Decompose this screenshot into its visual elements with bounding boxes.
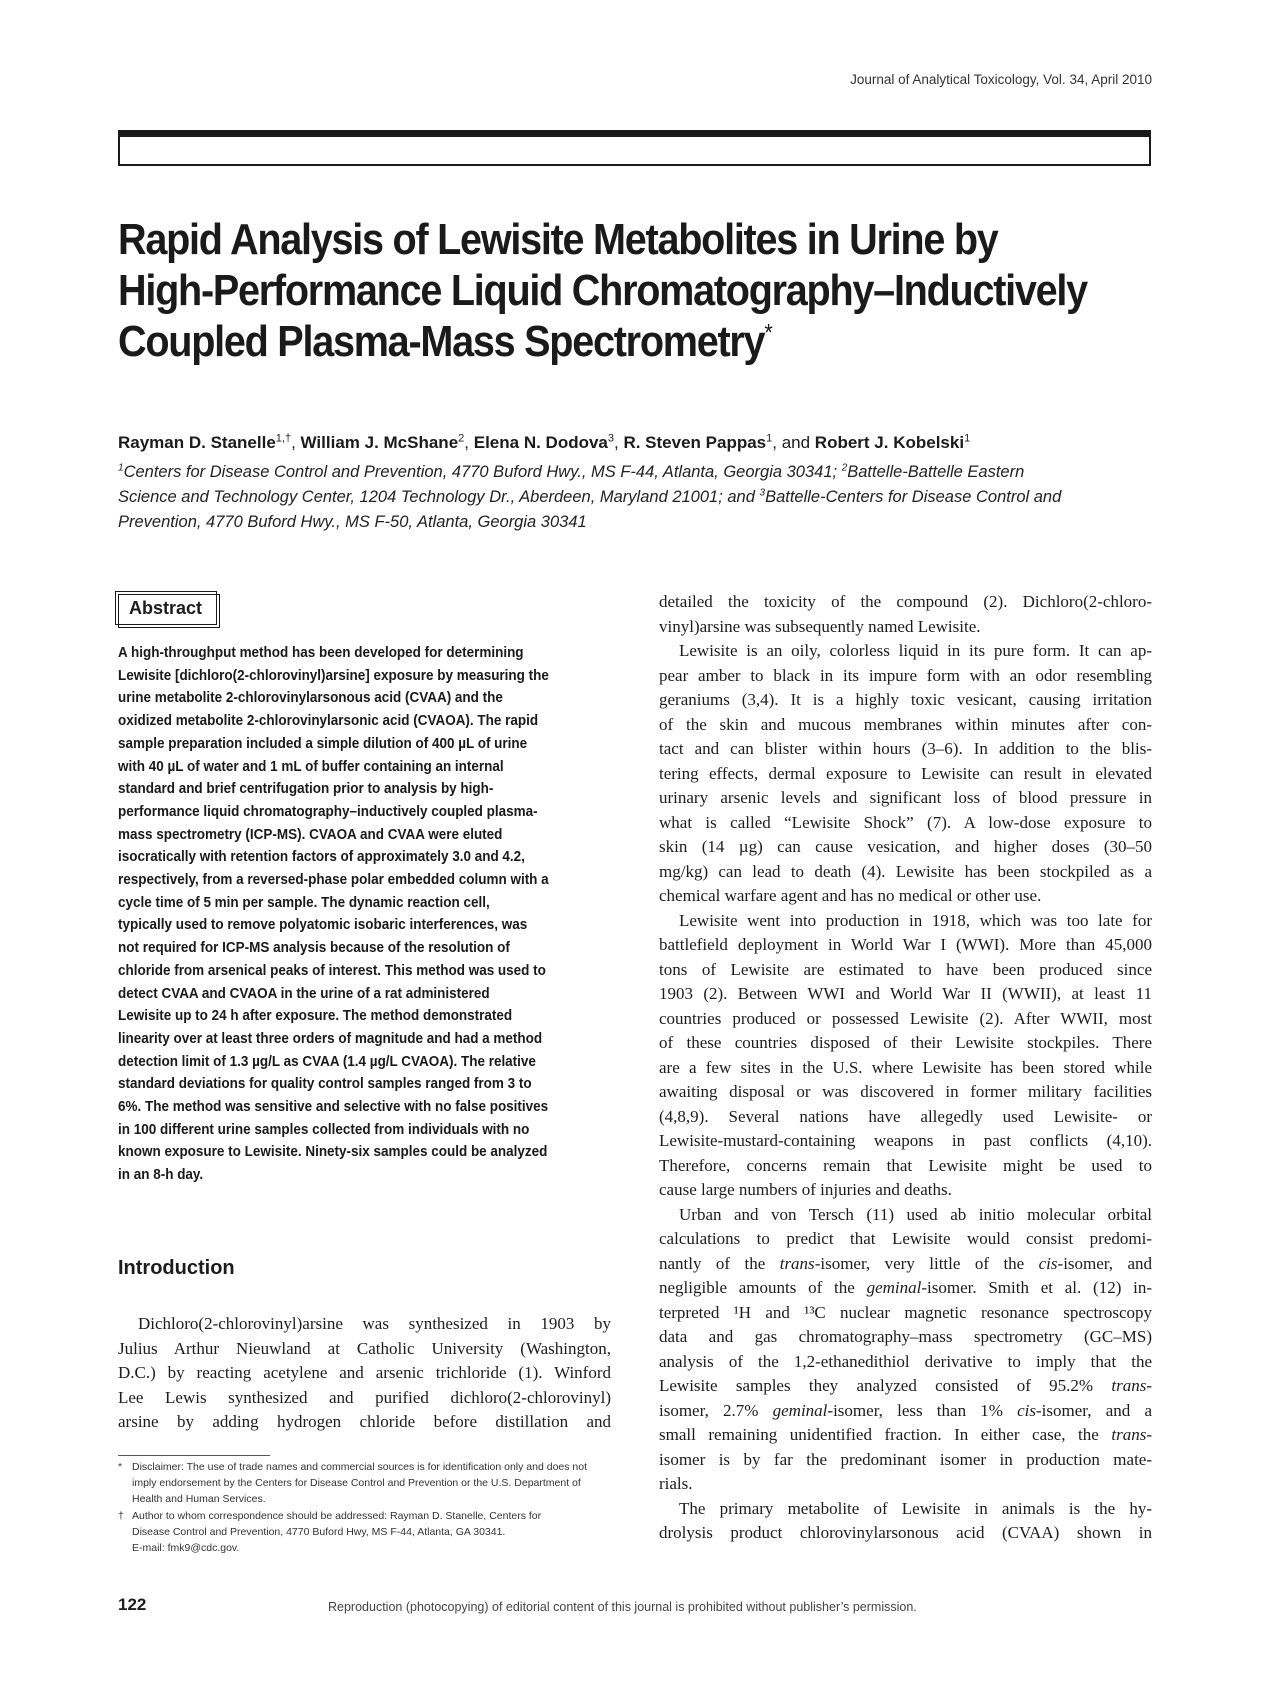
body-text-line: Julius Arthur Nieuwland at Catholic University (Washington, [118, 1338, 611, 1358]
footnote-line: imply endorsement by the Centers for Disease Control and Prevention or the U.S. Department of [132, 1476, 581, 1489]
body-text-line: (4,8,9). Several nations have allegedly used Lewisite- or [659, 1106, 1152, 1126]
author-affiliation-mark: 2 [458, 432, 465, 445]
body-text-line: analysis of the 1,2-ethanedithiol derivative to imply that the [659, 1351, 1152, 1371]
footnote-line: Disease Control and Prevention, 4770 Buford Hwy, MS F-44, Atlanta, GA 30341. [132, 1526, 506, 1539]
body-text-line: Lee Lewis synthesized and purified dichloro(2-chlorovinyl) [118, 1387, 611, 1407]
body-text-line: cause large numbers of injuries and deaths. [659, 1180, 952, 1199]
body-text-line: urinary arsenic levels and significant loss of blood pressure in [659, 788, 1152, 807]
body-text-line: countries produced or possessed Lewisite (2). After WWII, most [659, 1008, 1152, 1028]
affiliation-line: $^1$Centers for Disease Control and Prevention, 4770 Buford Hwy., MS F-44, Atlanta, Georgia 30341; $^2$Battelle-Battelle Eastern [118, 462, 1025, 481]
body-text-line: 1903 (2). Between WWI and World War II (WWII), at least 11 [659, 984, 1152, 1003]
affiliations [118, 460, 1158, 535]
body-text-line: D.C.) by reacting acetylene and arsenic trichloride (1). Winford [118, 1363, 611, 1383]
abstract-line: linearity over at least three orders of magnitude and had a method [118, 1030, 543, 1047]
body-text-line: awaiting disposal or was discovered in former military facilities [659, 1082, 1152, 1101]
right-column-body [659, 590, 1152, 1546]
abstract-line: A high-throughput method has been developed for determining [118, 645, 524, 661]
body-paragraph [659, 639, 1152, 909]
author-affiliation-mark: 1 [964, 432, 971, 445]
body-text-line: rials. [659, 1474, 693, 1493]
title-line: High-Performance Liquid Chromatography–Inductively [118, 266, 1087, 315]
body-text-line: isomer, 2.7% geminal-isomer, less than 1% cis-isomer, and a [659, 1400, 1152, 1420]
body-paragraph [659, 1203, 1152, 1497]
body-text-line: Lewisite went into production in 1918, which was too late for [679, 910, 1152, 930]
abstract-line: performance liquid chromatography–inductively coupled plasma- [118, 803, 538, 820]
abstract-line: in 100 different urine samples collected from individuals with no [118, 1121, 530, 1138]
body-text-line: mg/kg) can lead to death (4). Lewisite has been stockpiled as a [659, 861, 1152, 881]
introduction-body [118, 1312, 611, 1435]
body-text-line: negligible amounts of the geminal-isomer. Smith et al. (12) in- [659, 1278, 1152, 1297]
body-text-line: terpreted ¹H and ¹³C nuclear magnetic resonance spectroscopy [659, 1302, 1152, 1322]
body-text-line: Urban and von Tersch (11) used ab initio molecular orbital [679, 1204, 1152, 1224]
title-rule-box [118, 130, 1151, 166]
footnote-line: E-mail: fmk9@cdc.gov. [132, 1541, 240, 1554]
title-footnote-mark[interactable]: * [764, 319, 772, 347]
body-text-line: nantly of the trans-isomer, very little of the cis-isomer, and [659, 1253, 1153, 1273]
body-text-line: chemical warfare agent and has no medical or other use. [659, 886, 1042, 905]
body-text-line: what is called “Lewisite Shock” (7). A low-dose exposure to [659, 812, 1152, 832]
author-name: Robert J. Kobelski [814, 433, 965, 452]
abstract-line: typically used to remove polyatomic isobaric interferences, was [118, 917, 528, 934]
footnote-mark: * [118, 1461, 123, 1473]
title-line: Rapid Analysis of Lewisite Metabolites in Urine by [118, 215, 998, 264]
abstract-line: 6%. The method was sensitive and selective with no false positives [118, 1099, 549, 1116]
affiliation-line: Science and Technology Center, 1204 Technology Dr., Aberdeen, Maryland 21001; and $^3$Battelle-Centers for Disease Control and [118, 487, 1062, 506]
introduction-heading: Introduction [118, 1257, 235, 1279]
body-text-line: are a few sites in the U.S. where Lewisite has been stored while [659, 1057, 1152, 1077]
abstract-line: urine metabolite 2-chlorovinylarsonous acid (CVAA) and the [118, 690, 503, 707]
abstract-line: cycle time of 5 min per sample. The dynamic reaction cell, [118, 894, 490, 911]
body-text-line: calculations to predict that Lewisite would consist predomi- [659, 1229, 1152, 1248]
footnote-line: Author to whom correspondence should be addressed: Rayman D. Stanelle, Centers for [132, 1510, 542, 1523]
body-paragraph [659, 1497, 1152, 1546]
abstract-line: oxidized metabolite 2-chlorovinylarsonic acid (CVAOA). The rapid [118, 713, 539, 730]
footnotes [118, 1460, 608, 1559]
abstract-line: detection limit of 1.3 µg/L as CVAA (1.4 µg/L CVAOA). The relative [118, 1053, 536, 1070]
body-text-line: tering effects, dermal exposure to Lewisite can result in elevated [659, 763, 1152, 783]
abstract-line: isocratically with retention factors of approximately 3.0 and 4.2, [118, 849, 525, 866]
footnote [118, 1460, 608, 1507]
abstract-line: Lewisite up to 24 h after exposure. The method demonstrated [118, 1008, 513, 1025]
footnote [118, 1509, 608, 1556]
body-text-line: detailed the toxicity of the compound (2). Dichloro(2-chloro- [659, 592, 1152, 611]
abstract-body [118, 642, 618, 1187]
abstract-line: chloride from arsenical peaks of interest. This method was used to [118, 962, 546, 979]
author-affiliation-mark: 1 [766, 432, 773, 445]
abstract-line: standard deviations for quality control samples ranged from 3 to [118, 1076, 532, 1093]
body-text-line: small remaining unidentified fraction. In either case, the trans- [659, 1425, 1152, 1444]
abstract-line: detect CVAA and CVAOA in the urine of a rat administered [118, 985, 490, 1002]
author-affiliation-mark: 1,† [275, 432, 292, 445]
body-text-line: Lewisite samples they analyzed consisted of 95.2% trans- [659, 1376, 1152, 1395]
abstract-line: Lewisite [dichloro(2-chlorovinyl)arsine] exposure by measuring the [118, 667, 549, 684]
author-list: Rayman D. Stanelle$^{1,\dagger}$, William J. McShane$^2$, Elena N. Dodova$^3$, R. Steven Pappas$^1$, and Robert J. Kobelski$^1$ [118, 432, 971, 452]
abstract-line: mass spectrometry (ICP-MS). CVAOA and CVAA were eluted [118, 826, 503, 843]
body-text-line: pear amber to black in its impure form with an odor resembling [659, 665, 1152, 685]
body-text-line: vinyl)arsine was subsequently named Lewisite. [659, 616, 981, 636]
body-text-line: skin (14 µg) can cause vesication, and higher doses (30–50 [659, 837, 1152, 856]
author-name: William J. McShane [300, 433, 459, 452]
body-text-line: Dichloro(2-chlorovinyl)arsine was synthesized in 1903 by [138, 1314, 611, 1333]
body-text-line: arsine by adding hydrogen chloride before distillation and [118, 1412, 611, 1432]
abstract-line: sample preparation included a simple dilution of 400 µL of urine [118, 735, 528, 752]
author-name: Rayman D. Stanelle [118, 433, 276, 452]
body-paragraph [659, 909, 1152, 1203]
footnote-mark: † [118, 1510, 124, 1523]
body-text-line: of these countries disposed of their Lewisite stockpiles. There [659, 1033, 1152, 1052]
body-text-line: isomer is by far the predominant isomer in production mate- [659, 1449, 1152, 1469]
body-text-line: geraniums (3,4). It is a highly toxic vesicant, causing irritation [659, 690, 1152, 709]
body-text-line: Therefore, concerns remain that Lewisite might be used to [659, 1155, 1152, 1175]
footnote-rule [118, 1455, 270, 1456]
copyright-notice: Reproduction (photocopying) of editorial content of this journal is prohibited without publisher’s permission. [328, 1600, 917, 1614]
affiliation-line: Prevention, 4770 Buford Hwy., MS F-50, Atlanta, Georgia 30341 [118, 513, 587, 531]
abstract-line: standard and brief centrifugation prior to analysis by high- [118, 781, 494, 798]
body-text-line: drolysis product chlorovinylarsonous acid (CVAA) shown in [659, 1523, 1152, 1542]
body-text-line: tons of Lewisite are estimated to have been produced since [659, 959, 1152, 979]
body-text-line: Lewisite-mustard-containing weapons in past conflicts (4,10). [659, 1131, 1152, 1150]
body-text-line: Lewisite is an oily, colorless liquid in its pure form. It can ap- [679, 641, 1152, 660]
author-name: R. Steven Pappas [623, 433, 767, 452]
abstract-line: known exposure to Lewisite. Ninety-six samples could be analyzed [118, 1144, 548, 1161]
abstract-line: in an 8-h day. [118, 1167, 204, 1184]
body-text-line: battlefield deployment in World War I (WWI). More than 45,000 [659, 935, 1152, 954]
title-line: Coupled Plasma-Mass Spectrometry* [118, 317, 772, 366]
body-text-line: data and gas chromatography–mass spectrometry (GC–MS) [659, 1327, 1152, 1346]
body-text-line: tact and can blister within hours (3–6). In addition to the blis- [659, 739, 1152, 758]
abstract-line: not required for ICP-MS analysis because of the resolution of [118, 940, 510, 957]
body-text-line: The primary metabolite of Lewisite in animals is the hy- [679, 1498, 1152, 1518]
article-title [118, 214, 1087, 367]
abstract-line: respectively, from a reversed-phase polar embedded column with a [118, 872, 549, 889]
journal-header: Journal of Analytical Toxicology, Vol. 34, April 2010 [850, 72, 1152, 87]
abstract-heading: Abstract [129, 598, 203, 618]
footnote-line: Disclaimer: The use of trade names and commercial sources is for identification only and does not [132, 1461, 588, 1473]
body-text-line: of the skin and mucous membranes within minutes after con- [659, 714, 1152, 734]
page-number: 122 [118, 1595, 147, 1614]
abstract-line: with 40 µL of water and 1 mL of buffer containing an internal [118, 758, 504, 775]
footnote-line: Health and Human Services. [132, 1492, 266, 1505]
author-name: Elena N. Dodova [473, 433, 608, 452]
body-paragraph [659, 590, 1152, 639]
author-affiliation-mark: 3 [607, 432, 614, 445]
